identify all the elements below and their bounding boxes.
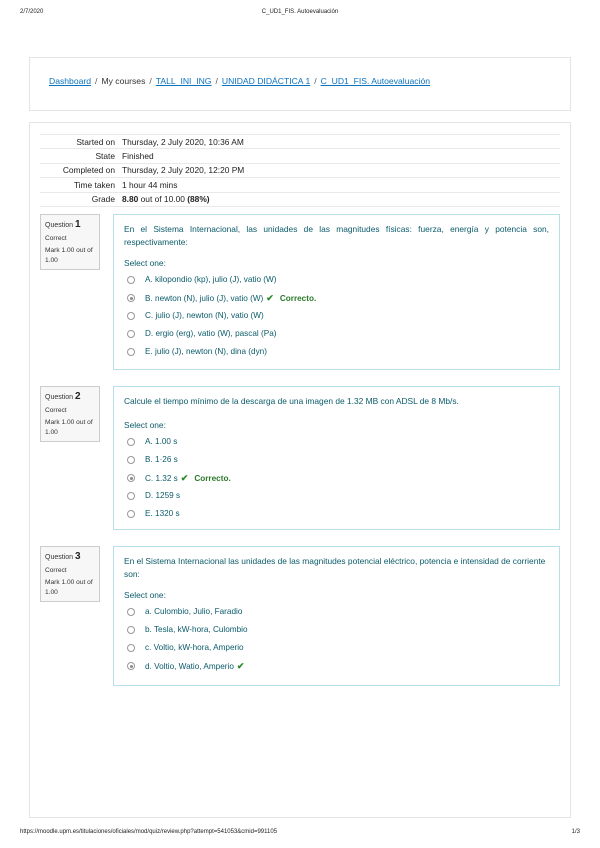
question-state: Correct — [45, 235, 67, 242]
summary-row-time — [40, 178, 560, 192]
answer-option[interactable]: E. 1320 s — [124, 505, 549, 523]
answer-option[interactable]: c. Voltio, kW-hora, Amperio — [124, 639, 549, 657]
question-state: Correct — [45, 407, 67, 414]
check-icon: ✔ — [180, 473, 189, 483]
radio-icon[interactable] — [127, 662, 135, 670]
breadcrumb-separator: / — [314, 76, 317, 86]
question-content-2 — [113, 386, 560, 530]
started-on-value: Thursday, 2 July 2020, 10:36 AM — [122, 135, 560, 149]
completed-on-value: Thursday, 2 July 2020, 12:20 PM — [122, 163, 560, 177]
answer-option[interactable]: E. julio (J), newton (N), dina (dyn) — [124, 343, 549, 361]
grade-percent: (88%) — [187, 194, 210, 205]
radio-icon[interactable] — [127, 330, 135, 338]
radio-icon[interactable] — [127, 348, 135, 356]
completed-on-label: Completed on — [40, 163, 122, 177]
question-text: Calcule el tiempo mínimo de la descarga de una imagen de 1.32 MB con ADSL de 8 Mb/s. — [124, 396, 459, 406]
question-number: Question 2 — [45, 391, 81, 402]
answer-option[interactable]: b. Tesla, kW-hora, Culombio — [124, 621, 549, 639]
radio-icon[interactable] — [127, 294, 135, 302]
breadcrumb-separator: / — [215, 76, 218, 86]
answer-option[interactable]: A. kilopondio (kp), julio (J), vatio (W) — [124, 271, 549, 289]
question-info-1 — [40, 214, 100, 270]
answer-option[interactable]: B. 1·26 s — [124, 451, 549, 469]
time-taken-label: Time taken — [40, 178, 122, 192]
radio-icon[interactable] — [127, 510, 135, 518]
answer-feedback: Correcto. — [194, 474, 231, 483]
question-mark: Mark 1.00 out of 1.00 — [45, 247, 93, 264]
answer-option[interactable]: C. julio (J), newton (N), vatio (W) — [124, 307, 549, 325]
answer-feedback: Correcto. — [279, 294, 317, 303]
answer-options — [124, 271, 549, 361]
answer-option[interactable]: D. ergio (erg), vatio (W), pascal (Pa) — [124, 325, 549, 343]
question-info-3 — [40, 546, 100, 602]
breadcrumb-unit-link[interactable]: UNIDAD DIDÁCTICA 1 — [221, 76, 311, 86]
grade-label: Grade — [40, 192, 122, 206]
radio-icon[interactable] — [127, 492, 135, 500]
breadcrumb-dashboard-link[interactable]: Dashboard — [49, 76, 92, 86]
radio-icon[interactable] — [127, 608, 135, 616]
question-mark: Mark 1.00 out of 1.00 — [45, 419, 93, 436]
answer-options — [124, 433, 549, 523]
answer-option-selected[interactable]: C. 1.32 s ✔ Correcto. — [124, 469, 549, 487]
radio-icon[interactable] — [127, 644, 135, 652]
print-title: C_UD1_FIS. Autoevaluación — [261, 9, 339, 15]
radio-icon[interactable] — [127, 438, 135, 446]
state-value: Finished — [122, 149, 560, 163]
question-number: Question 1 — [45, 219, 81, 230]
started-on-label: Started on — [40, 135, 122, 149]
attempt-summary-table — [40, 134, 560, 207]
radio-icon[interactable] — [127, 626, 135, 634]
radio-icon[interactable] — [127, 276, 135, 284]
check-icon: ✔ — [266, 293, 274, 303]
state-label: State — [40, 149, 122, 163]
breadcrumb-panel — [29, 57, 571, 111]
time-taken-value: 1 hour 44 mins — [122, 178, 560, 192]
breadcrumb — [49, 76, 430, 86]
summary-row-started — [40, 135, 560, 149]
breadcrumb-quiz-link[interactable]: C_UD1_FIS. Autoevaluación — [320, 76, 431, 86]
question-state: Correct — [45, 567, 67, 574]
print-url: https://moodle.upm.es/titulaciones/oficiales/mod/quiz/review.php?attempt=541053&cmid=991105 — [20, 829, 278, 835]
select-one-prompt: Select one: — [124, 590, 166, 600]
print-date: 2/7/2020 — [20, 9, 44, 15]
summary-row-grade — [40, 192, 560, 206]
answer-option[interactable]: D. 1259 s — [124, 487, 549, 505]
radio-icon[interactable] — [127, 456, 135, 464]
breadcrumb-course-link[interactable]: TALL_INI_ING — [155, 76, 212, 86]
grade-out-of: out of 10.00 — [140, 194, 185, 205]
answer-option[interactable]: A. 1.00 s — [124, 433, 549, 451]
summary-row-completed — [40, 163, 560, 177]
question-mark: Mark 1.00 out of 1.00 — [45, 579, 93, 596]
print-header — [0, 9, 600, 19]
radio-icon[interactable] — [127, 312, 135, 320]
question-text: En el Sistema Internacional las unidades de las magnitudes potencial eléctrico, potencia e intensidad de corriente son: — [124, 556, 546, 579]
print-footer — [0, 829, 600, 839]
print-page-number: 1/3 — [571, 829, 580, 835]
breadcrumb-my-courses: My courses — [101, 76, 146, 86]
grade-value — [122, 192, 560, 206]
answer-option-selected[interactable]: d. Voltio, Watio, Amperio ✔ — [124, 657, 549, 675]
radio-icon[interactable] — [127, 474, 135, 482]
answer-option-selected[interactable]: B. newton (N), julio (J), vatio (W) ✔ Correcto. — [124, 289, 549, 307]
answer-options — [124, 603, 549, 675]
question-content-3 — [113, 546, 560, 686]
check-icon: ✔ — [236, 661, 245, 671]
select-one-prompt: Select one: — [124, 258, 166, 268]
grade-score: 8.80 — [122, 194, 139, 205]
question-info-2 — [40, 386, 100, 442]
select-one-prompt: Select one: — [124, 420, 166, 430]
question-content-1 — [113, 214, 560, 370]
breadcrumb-separator: / — [95, 76, 98, 86]
breadcrumb-separator: / — [149, 76, 152, 86]
summary-row-state — [40, 149, 560, 163]
question-number: Question 3 — [45, 551, 81, 562]
answer-option[interactable]: a. Culombio, Julio, Faradio — [124, 603, 549, 621]
question-text: En el Sistema Internacional, las unidades de las magnitudes físicas: fuerza, energía y potencia son, respectivamente: — [124, 224, 549, 247]
